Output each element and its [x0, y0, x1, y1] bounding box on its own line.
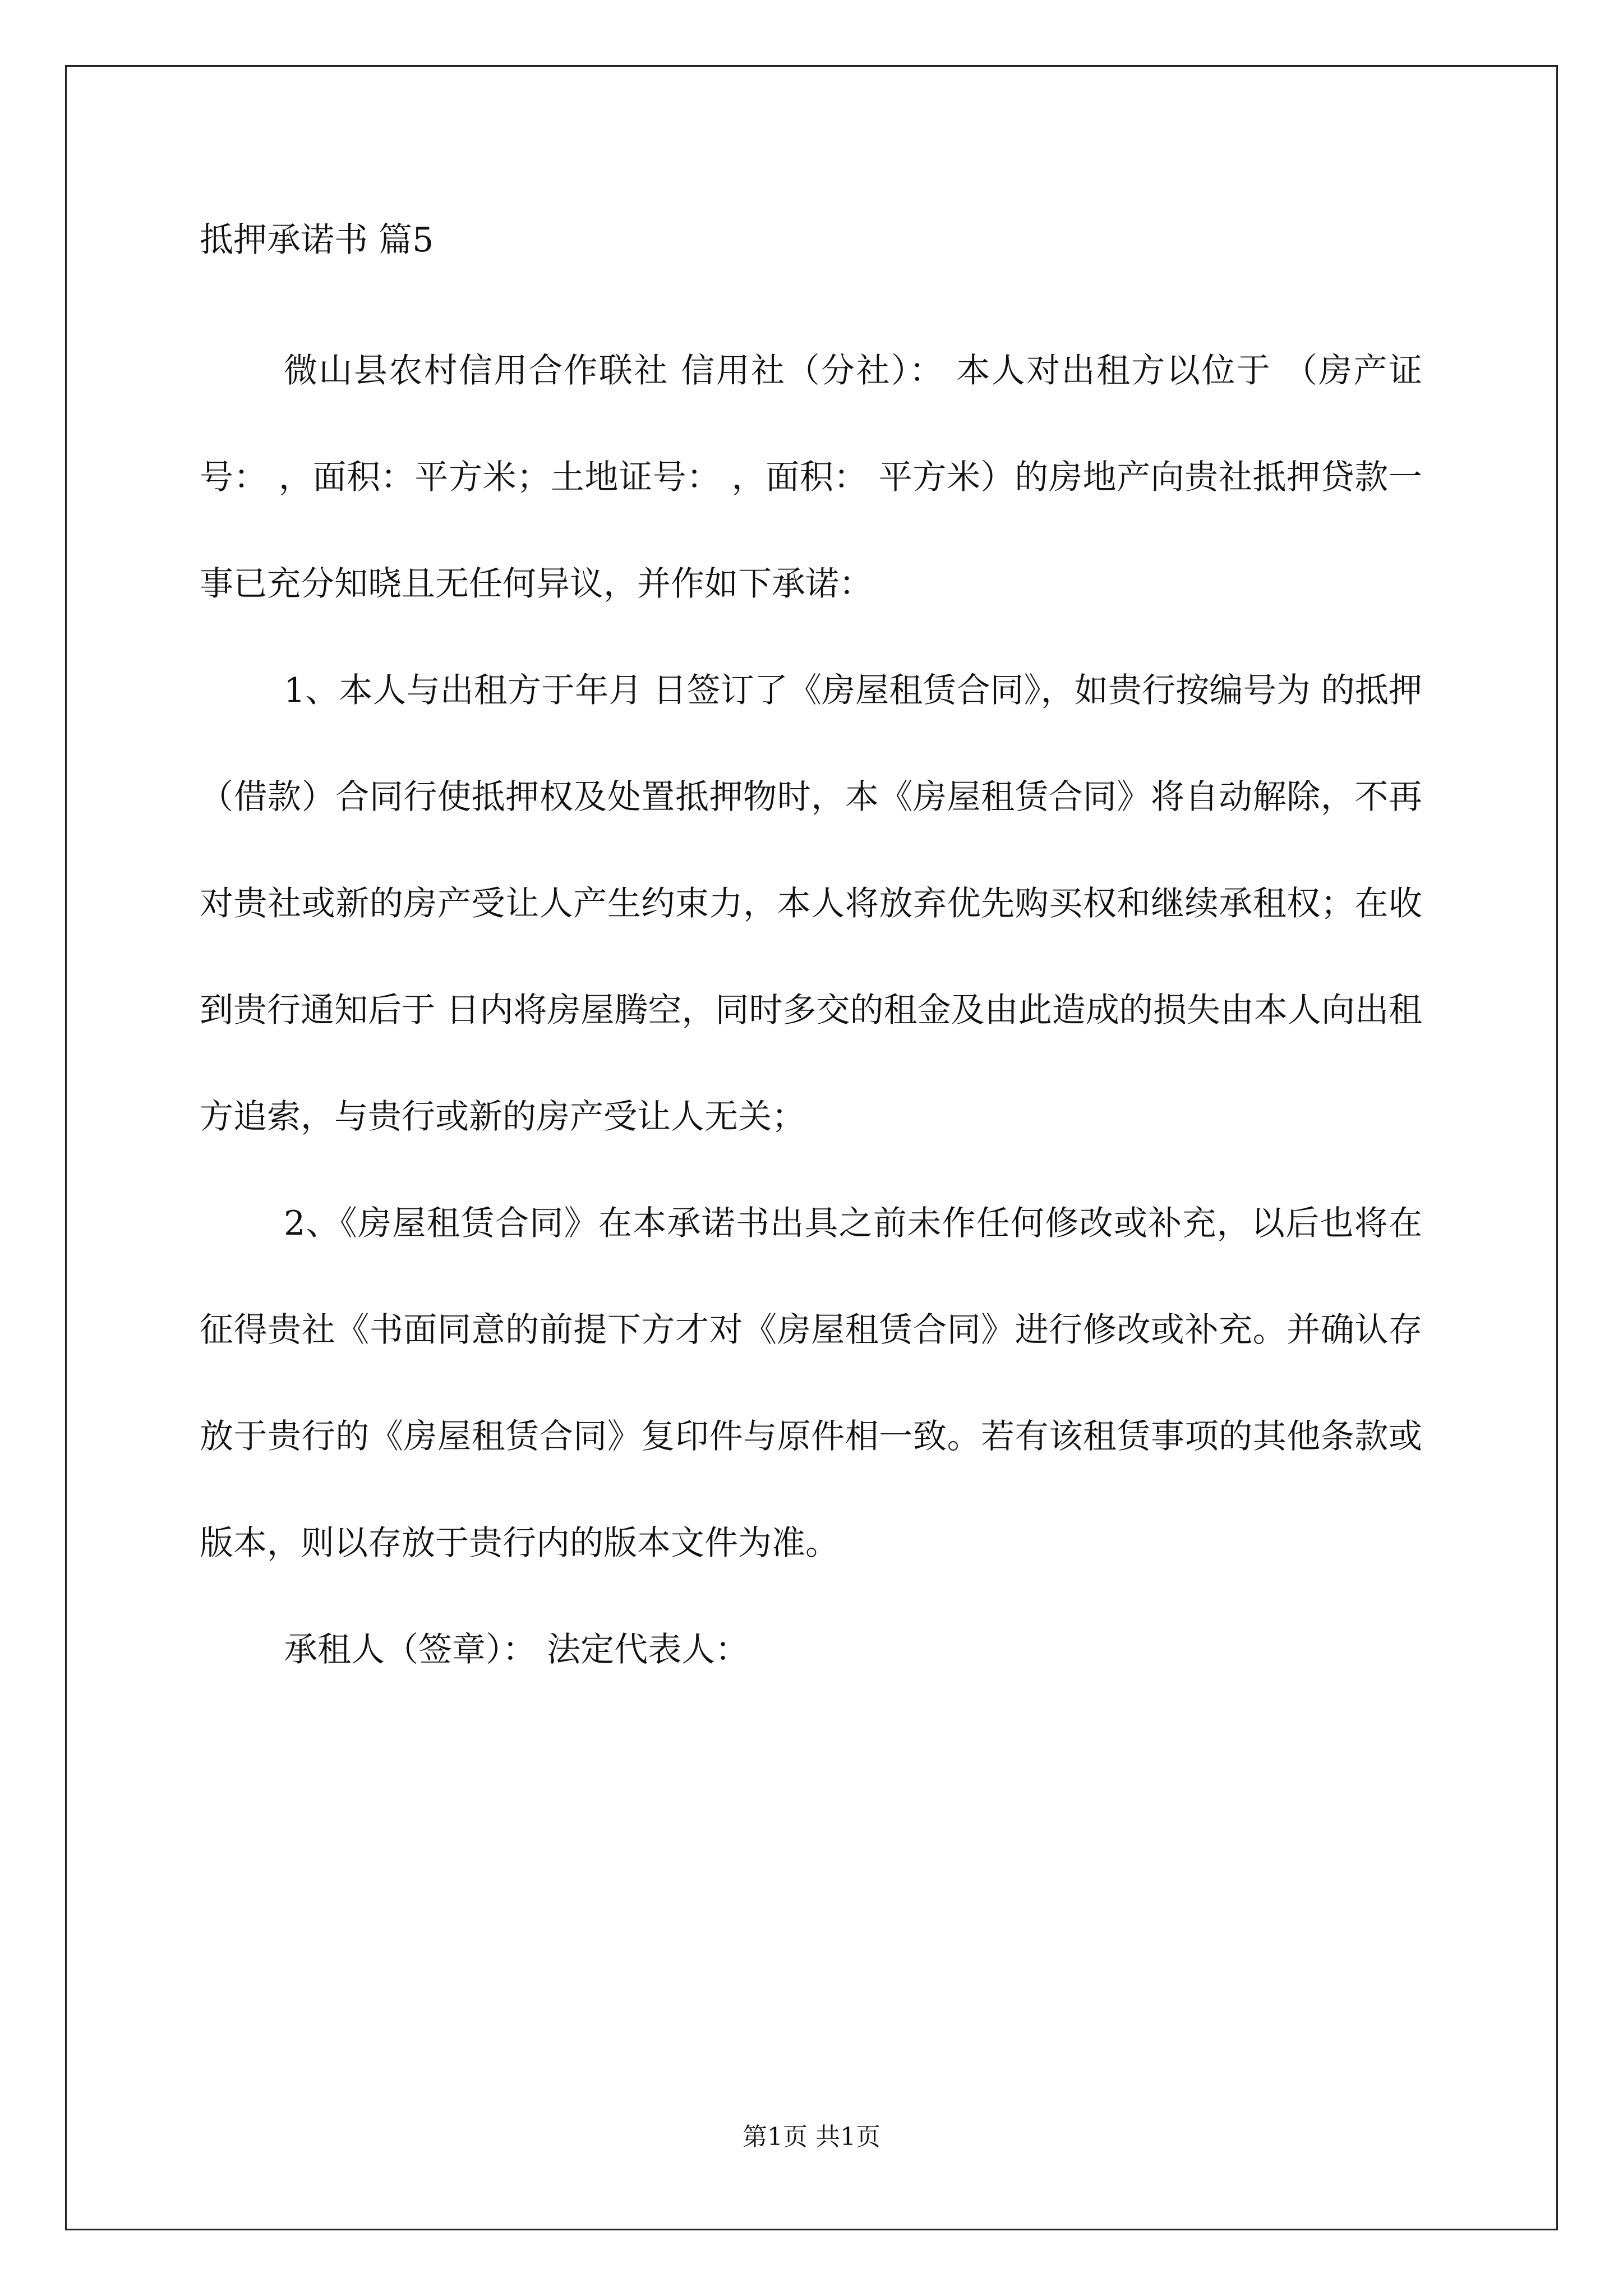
paragraph-clause-2: 2、《房屋租赁合同》在本承诺书出具之前未作任何修改或补充，以后也将在征得贵社《书面同意的前提下方才对《房屋租赁合同》进行修改或补充。并确认存放于贵行的《房屋租赁合同》复印件与原件相一致。若有该租赁事项的其他条款或版本，则以存放于贵行内的版本文件为准。	[200, 1204, 1422, 1563]
paragraph-clause-1: 1、本人与出租方于年月 日签订了《房屋租赁合同》，如贵行按编号为 的抵押（借款）合同行使抵押权及处置抵押物时，本《房屋租赁合同》将自动解除，不再对贵社或新的房产受让人产生约束力，本人将放弃优先购买权和继续承租权；在收到贵行通知后于 日内将房屋腾空，同时多交的租金及由此造成的损失由本人向出租方追索，与贵行或新的房产受让人无关；	[200, 671, 1422, 1137]
document-body	[200, 213, 1422, 1703]
paragraph-intro: 微山县农村信用合作联社 信用社（分社）： 本人对出租方以位于 （房产证号： ，面积：平方米；土地证号： ，面积： 平方米）的房地产向贵社抵押贷款一事已充分知晓且无任何异议，并作如下承诺：	[200, 351, 1422, 604]
page-number: 第1页 共1页	[743, 2123, 880, 2151]
document-title: 抵押承诺书 篇5	[200, 220, 434, 260]
signature-line: 承租人（签章）： 法定代表人：	[284, 1630, 749, 1669]
